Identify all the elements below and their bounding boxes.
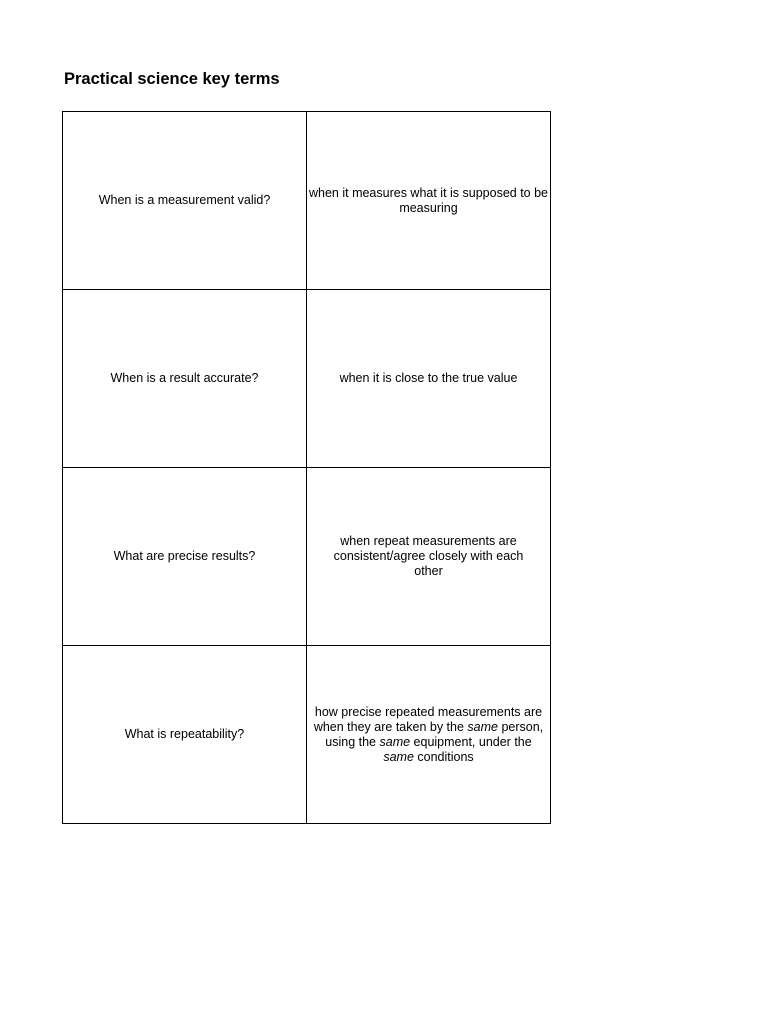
answer-text [307,705,550,765]
answer-text-run: how precise repeated measurements are when they are taken by the [313,704,543,734]
question-cell [63,646,307,824]
answer-cell [307,290,551,468]
answer-emphasis: same [379,734,411,749]
table-row [63,290,551,468]
key-terms-table [62,111,551,824]
question-text: What are precise results? [113,549,256,563]
question-cell [63,468,307,646]
answer-emphasis: same [383,749,414,764]
page-title: Practical science key terms [64,70,280,88]
answer-text-run: when it measures what it is supposed to be measuring [308,185,549,215]
question-cell [63,112,307,290]
answer-text [307,186,550,216]
answer-text-run: when repeat measurements are consistent/agree closely with each other [333,534,524,578]
table-row [63,112,551,290]
answer-cell [307,646,551,824]
question-text: What is repeatability? [124,727,245,741]
question-cell [63,290,307,468]
answer-text-run: conditions [413,749,474,764]
answer-text-run: when it is close to the true value [339,371,518,385]
answer-emphasis: same [467,719,498,734]
answer-text [307,534,550,579]
table-row [63,468,551,646]
answer-text-run: person, using the [325,719,544,749]
table-row [63,646,551,824]
answer-text-run: equipment, under the [410,734,532,749]
question-text: When is a measurement valid? [98,193,271,207]
question-text: When is a result accurate? [110,371,259,385]
answer-cell [307,468,551,646]
answer-cell [307,112,551,290]
answer-text [339,371,519,386]
